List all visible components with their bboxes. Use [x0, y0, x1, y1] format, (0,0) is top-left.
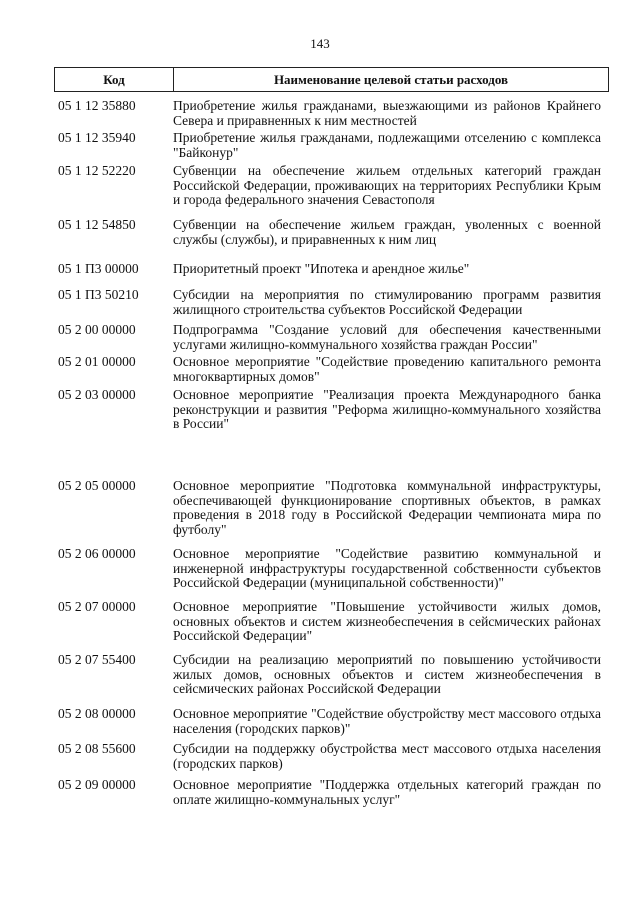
- row-code: 05 2 07 00000: [58, 599, 136, 614]
- row-code: 05 1 12 35880: [58, 98, 136, 113]
- row-name: Подпрограмма "Создание условий для обеспечения качественными услугами жилищно-коммунального хозяйства граждан России": [173, 322, 601, 352]
- row-code: 05 2 07 55400: [58, 652, 136, 667]
- table-header: [54, 67, 609, 92]
- row-code: 05 1 П3 00000: [58, 261, 139, 276]
- row-name: Основное мероприятие "Содействие проведению капитального ремонта многоквартирных домов": [173, 354, 601, 384]
- row-name: Приобретение жилья гражданами, выезжающими из районов Крайнего Севера и приравненных к ним местностей: [173, 98, 601, 128]
- row-name: Субвенции на обеспечение жильем граждан, уволенных с военной службы (службы), и приравненных к ним лиц: [173, 217, 601, 247]
- row-name: Субвенции на обеспечение жильем отдельных категорий граждан Российской Федерации, проживающих на территориях Республики Крым и города федерального значения Севастополя: [173, 163, 601, 207]
- row-name: Основное мероприятие "Подготовка коммунальной инфраструктуры, обеспечивающей функционирование спортивных объектов, в рамках проведения в 2018 году в Российской Федерации чемпионата мира по футболу": [173, 478, 601, 537]
- row-code: 05 1 12 52220: [58, 163, 136, 178]
- row-name: Приобретение жилья гражданами, подлежащими отселению с комплекса "Байконур": [173, 130, 601, 160]
- row-code: 05 1 П3 50210: [58, 287, 139, 302]
- row-code: 05 2 05 00000: [58, 478, 136, 493]
- row-code: 05 2 01 00000: [58, 354, 136, 369]
- row-code: 05 1 12 54850: [58, 217, 136, 232]
- row-code: 05 2 03 00000: [58, 387, 136, 402]
- row-code: 05 1 12 35940: [58, 130, 136, 145]
- row-code: 05 2 09 00000: [58, 777, 136, 792]
- row-name: Приоритетный проект "Ипотека и арендное жилье": [173, 261, 470, 276]
- row-name: Субсидии на мероприятия по стимулированию программ развития жилищного строительства субъектов Российской Федерации: [173, 287, 601, 317]
- row-name: Основное мероприятие "Поддержка отдельных категорий граждан по оплате жилищно-коммунальных услуг": [173, 777, 601, 807]
- header-code: Код: [55, 68, 174, 91]
- row-code: 05 2 08 55600: [58, 741, 136, 756]
- row-code: 05 2 08 00000: [58, 706, 136, 721]
- row-name: Основное мероприятие "Содействие обустройству мест массового отдыха населения (городских парков)": [173, 706, 601, 736]
- row-code: 05 2 06 00000: [58, 546, 136, 561]
- row-name: Основное мероприятие "Реализация проекта Международного банка реконструкции и развития "Реформа жилищно-коммунального хозяйства в России": [173, 387, 601, 431]
- header-name: Наименование целевой статьи расходов: [273, 71, 509, 87]
- row-name: Основное мероприятие "Содействие развитию коммунальной и инженерной инфраструктуры государственной собственности субъектов Российской Федерации (муниципальной собственности)": [173, 546, 601, 590]
- page-number: 143: [310, 36, 330, 51]
- row-name: Субсидии на поддержку обустройства мест массового отдыха населения (городских парков): [173, 741, 601, 771]
- row-name: Основное мероприятие "Повышение устойчивости жилых домов, основных объектов и систем жизнеобеспечения в сейсмических районах Российской Федерации": [173, 599, 601, 643]
- row-name: Субсидии на реализацию мероприятий по повышению устойчивости жилых домов, основных объектов и систем жизнеобеспечения в сейсмических районах Российской Федерации: [173, 652, 601, 696]
- row-code: 05 2 00 00000: [58, 322, 136, 337]
